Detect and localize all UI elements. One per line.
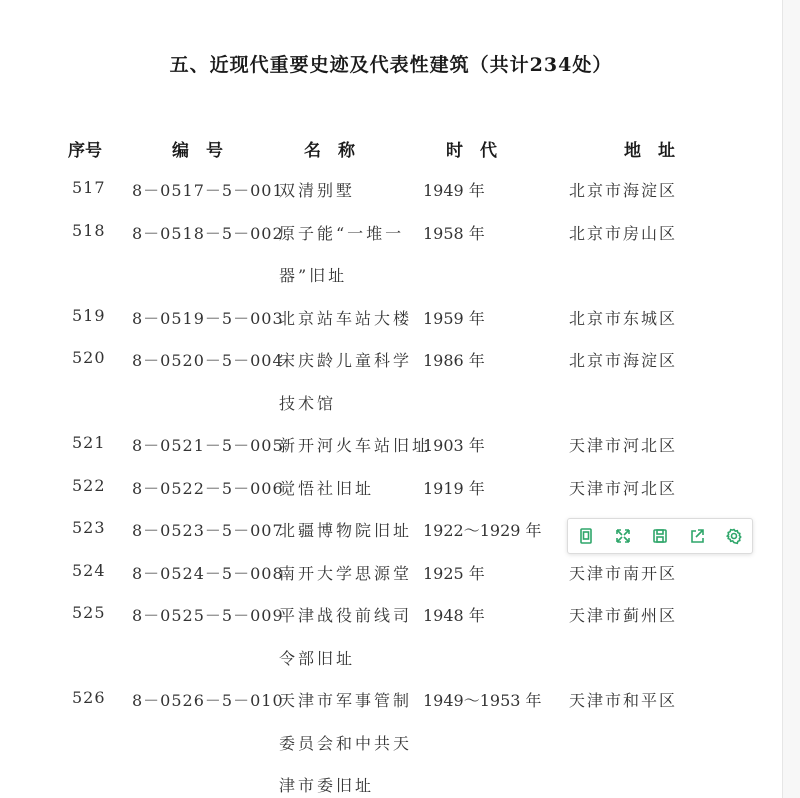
row-name-line: 津市委旧址: [279, 776, 375, 795]
row-era: 1958 年: [423, 223, 485, 243]
row-name-line: 北疆博物院旧址: [279, 521, 413, 540]
row-address: 北京市海淀区: [569, 181, 678, 200]
header-address: 地 址: [624, 141, 675, 161]
row-name-line: 原子能“一堆一: [279, 223, 405, 243]
row-name-line: 宋庆龄儿童科学: [279, 351, 413, 370]
scrollbar-track[interactable]: [783, 0, 800, 798]
row-address: 天津市河北区: [569, 436, 678, 455]
row-index: 518: [72, 220, 106, 240]
row-name-line: 北京站车站大楼: [279, 308, 413, 328]
row-code: 8－0521－5－005: [132, 436, 284, 455]
row-index: 520: [72, 348, 106, 367]
settings-button[interactable]: [720, 522, 748, 550]
page-title: 五、近现代重要史迹及代表性建筑（共计234处）: [169, 54, 613, 76]
row-era: 1903 年: [423, 436, 485, 455]
share-button[interactable]: [683, 522, 711, 550]
row-code: 8－0519－5－003: [132, 308, 284, 328]
floating-toolbar: [567, 518, 753, 554]
save-icon: [651, 527, 669, 545]
header-index: 序号: [68, 141, 102, 161]
row-era: 1986 年: [423, 351, 485, 370]
save-button[interactable]: [646, 522, 674, 550]
row-name-line: 平津战役前线司: [279, 606, 413, 625]
header-name: 名 称: [304, 141, 355, 161]
row-name-line: 器”旧址: [279, 266, 348, 285]
fullscreen-button[interactable]: [609, 522, 637, 550]
row-address: 北京市海淀区: [569, 351, 678, 370]
row-code: 8－0520－5－004: [132, 351, 284, 370]
row-index: 521: [72, 433, 106, 452]
row-index: 522: [72, 475, 106, 495]
row-address: 北京市房山区: [569, 223, 678, 243]
page-icon: [577, 527, 595, 545]
row-index: 517: [72, 178, 106, 197]
share-icon: [688, 527, 706, 545]
row-index: 524: [72, 560, 106, 580]
row-index: 523: [72, 518, 106, 537]
row-name-line: 委员会和中共天: [279, 733, 413, 753]
row-code: 8－0526－5－010: [132, 691, 284, 710]
page-view-button[interactable]: [572, 522, 600, 550]
row-code: 8－0518－5－002: [132, 223, 284, 243]
row-index: 525: [72, 603, 106, 622]
row-name-line: 令部旧址: [279, 648, 356, 668]
expand-icon: [614, 527, 632, 545]
row-era: 1922～1929 年: [423, 521, 542, 540]
row-code: 8－0523－5－007: [132, 521, 284, 540]
row-address: 北京市东城区: [569, 308, 678, 328]
row-era: 1925 年: [423, 563, 485, 583]
row-era: 1919 年: [423, 478, 485, 498]
row-address: 天津市南开区: [569, 563, 678, 583]
row-index: 519: [72, 305, 106, 325]
row-name-line: 天津市军事管制: [279, 691, 413, 710]
row-name-line: 觉悟社旧址: [279, 478, 375, 498]
row-era: 1948 年: [423, 606, 485, 625]
row-code: 8－0522－5－006: [132, 478, 284, 498]
row-name-line: 技术馆: [279, 393, 337, 413]
row-code: 8－0524－5－008: [132, 563, 284, 583]
row-era: 1959 年: [423, 308, 485, 328]
row-era: 1949～1953 年: [423, 691, 542, 710]
row-code: 8－0525－5－009: [132, 606, 284, 625]
row-name-line: 新开河火车站旧址: [279, 436, 432, 455]
row-address: 天津市和平区: [569, 691, 678, 710]
row-name-line: 双清别墅: [279, 181, 356, 200]
row-index: 526: [72, 688, 106, 707]
row-address: 天津市蓟州区: [569, 606, 678, 625]
row-name-line: 南开大学思源堂: [279, 563, 413, 583]
header-era: 时 代: [446, 141, 497, 161]
row-address: 天津市河北区: [569, 478, 678, 498]
settings-icon: [725, 527, 743, 545]
header-code: 编 号: [172, 141, 223, 161]
row-era: 1949 年: [423, 181, 485, 200]
row-code: 8－0517－5－001: [132, 181, 284, 200]
